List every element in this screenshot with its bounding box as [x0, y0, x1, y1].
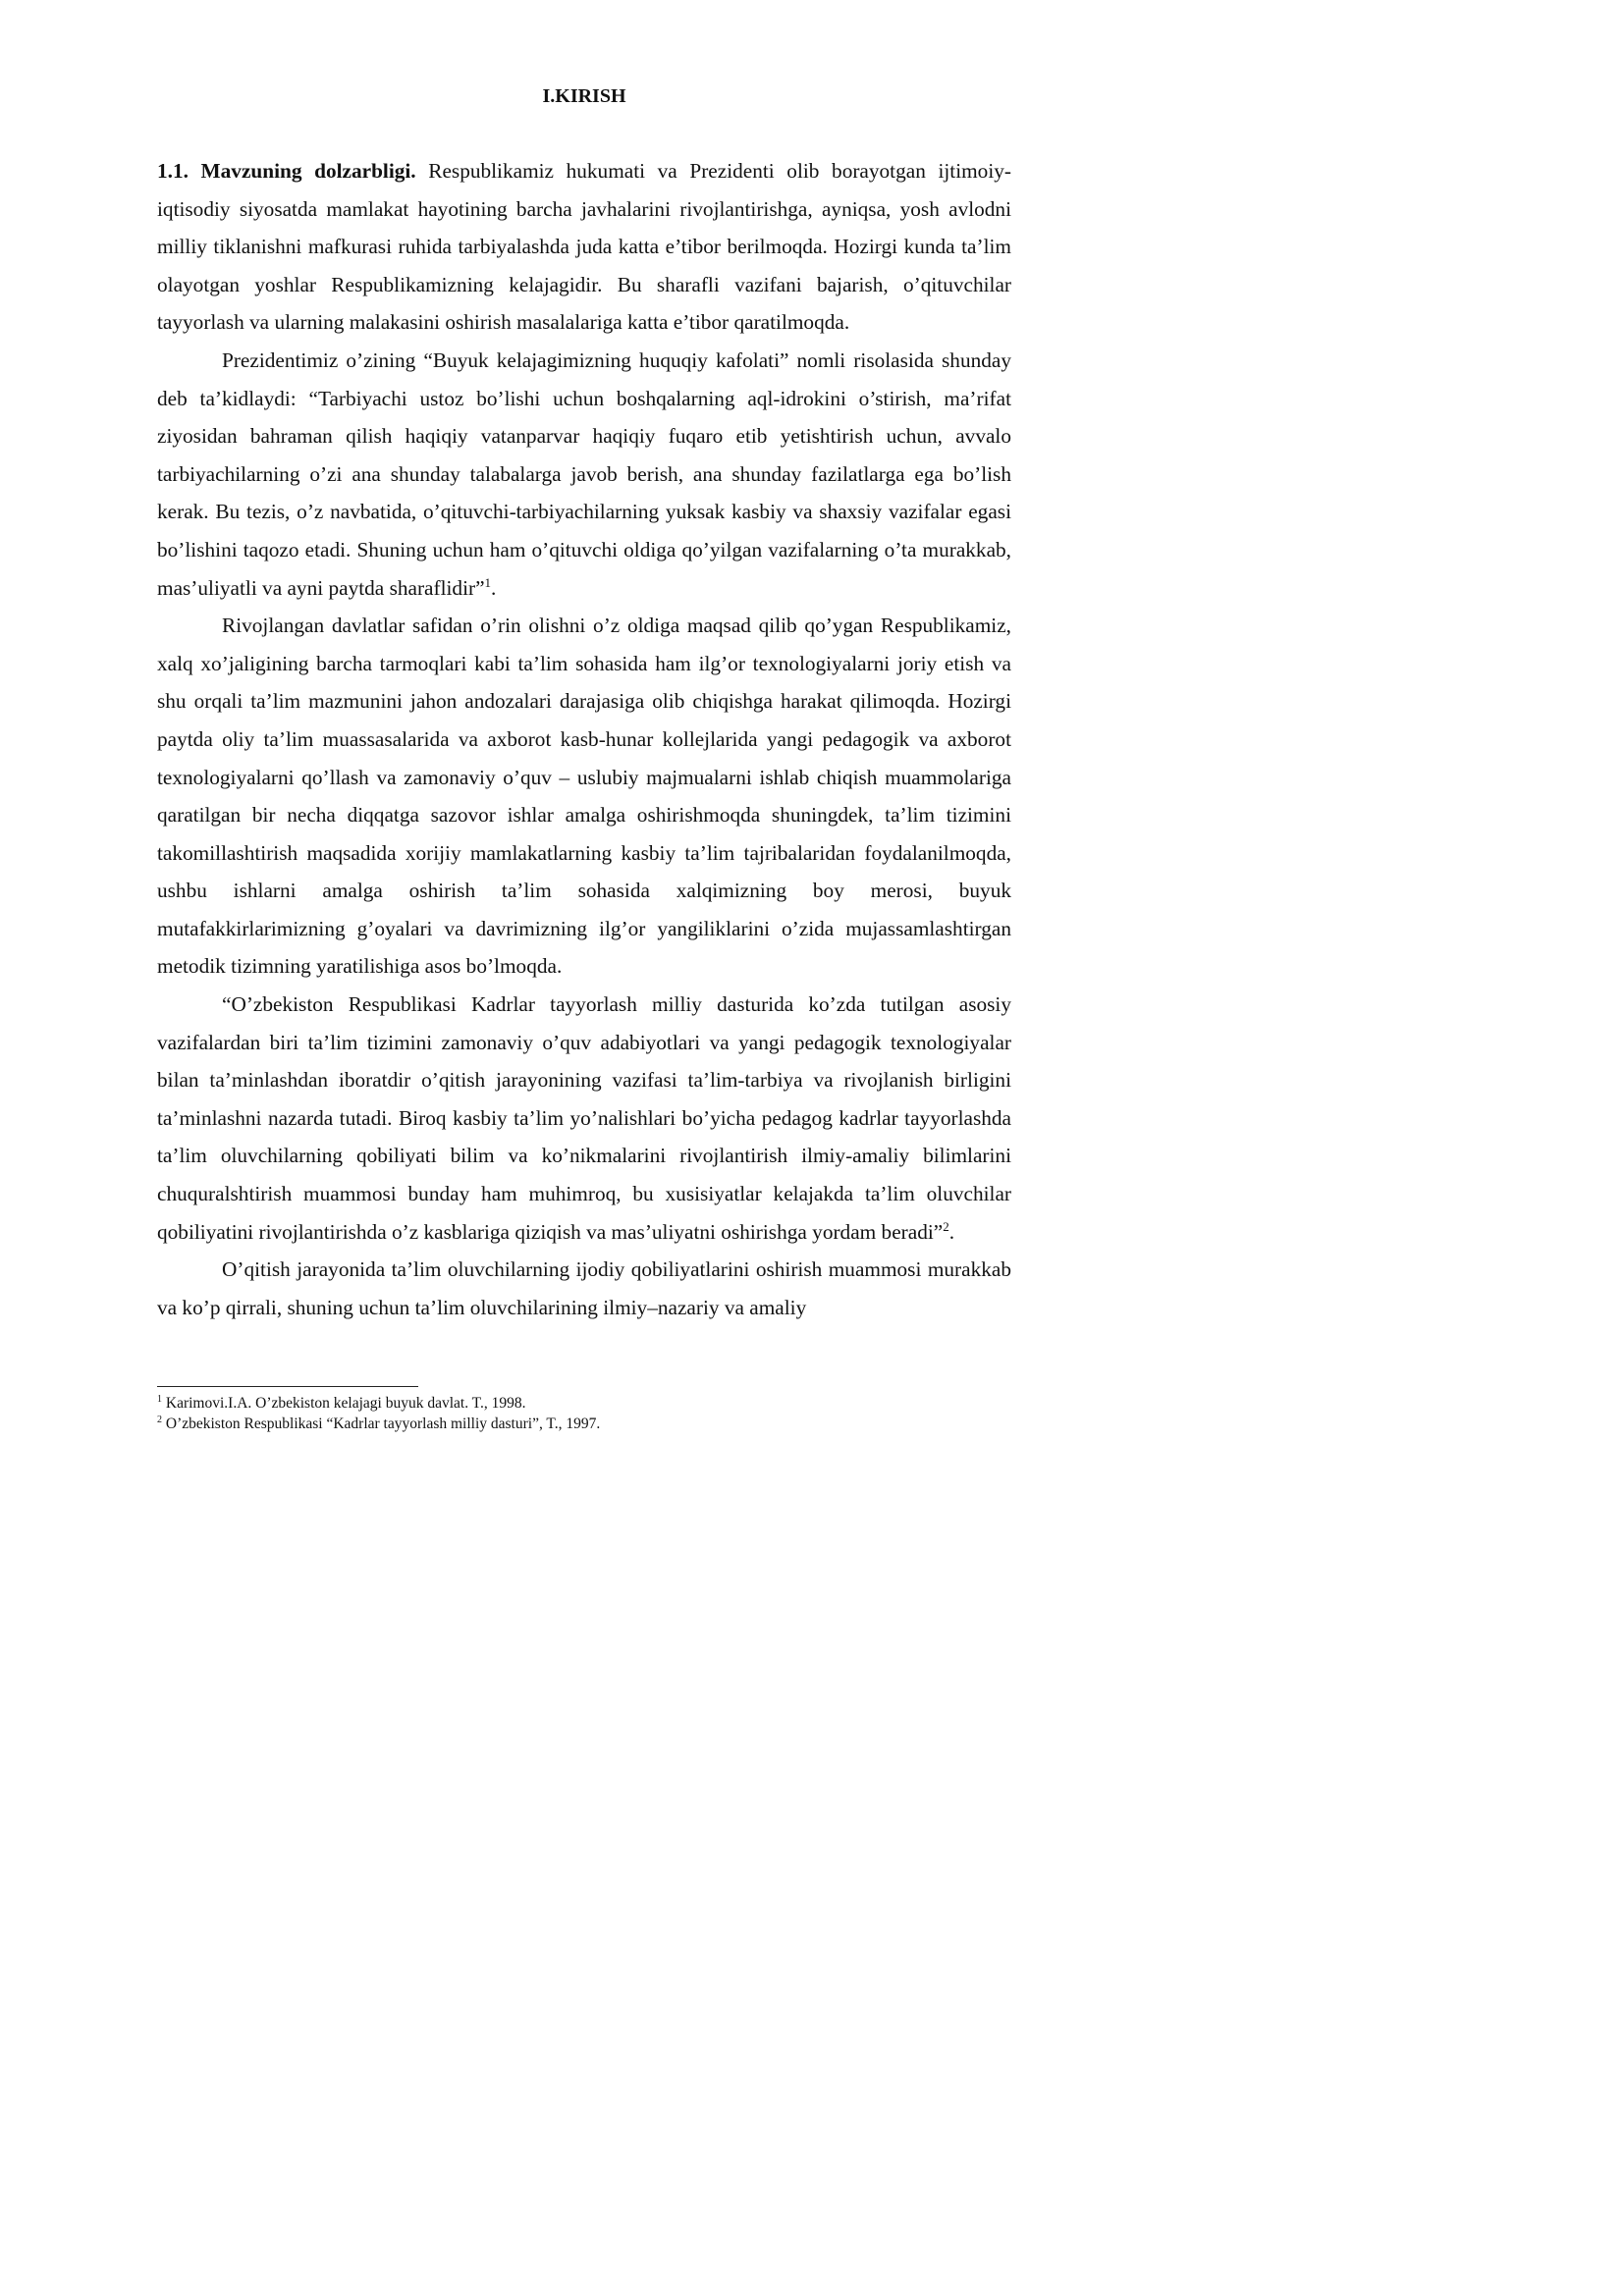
footnote-2-text: O’zbekiston Respublikasi “Kadrlar tayyorlash milliy dasturi”, T., 1997.: [162, 1415, 601, 1432]
paragraph-3: [157, 607, 1011, 986]
footnotes: [157, 1393, 1011, 1434]
body-text: [157, 152, 1011, 1326]
footnote-1-text: Karimovi.I.A. O’zbekiston kelajagi buyuk davlat. T., 1998.: [162, 1395, 526, 1412]
footnote-1: [157, 1393, 1011, 1414]
paragraph-4-tail: .: [948, 1219, 955, 1244]
footnote-separator: [157, 1386, 418, 1387]
paragraph-1-text: Respublikamiz hukumati va Prezidenti olib borayotgan ijtimoiy-iqtisodiy siyosatda mamlakat hayotining barcha javhalarini rivojlantirishga, ayniqsa, yosh avlodni milliy tiklanishni mafkurasi ruhida tarbiyalashda juda katta e’tibor berilmoqda. Hozirgi kunda ta’lim olayotgan yoshlar Respublikamizning kelajagidir. Bu sharafli vazifani bajarish, o’qituvchilar tayyorlash va ularning malakasini oshirish masalalariga katta e’tibor qaratilmoqda.: [157, 159, 1011, 335]
footnote-1-mark: 1: [157, 1394, 162, 1405]
chapter-title: I.KIRISH: [542, 85, 626, 107]
paragraph-4: [157, 986, 1011, 1251]
paragraph-5: [157, 1251, 1011, 1326]
paragraph-2-text: Prezidentimiz o’zining “Buyuk kelajagimizning huquqiy kafolati” nomli risolasida shunday deb ta’kidlaydi: “Tarbiyachi ustoz bo’lishi uchun boshqalarning aql-idrokini o’stirish, ma’rifat ziyosidan bahraman qilish haqiqiy vatanparvar haqiqiy fuqaro etib yetishtirish uchun, avvalo tarbiyachilarning o’zi ana shunday talabalarga javob berish, ana shunday fazilatlarga ega bo’lish kerak. Bu tezis, o’z navbatida, o’qituvchi-tarbiyachilarning yuksak kasbiy va shaxsiy vazifalar egasi bo’lishini taqozo etadi. Shuning uchun ham o’qituvchi oldiga qo’yilgan vazifalarning o’ta murakkab, mas’uliyatli va ayni paytda sharaflidir”: [157, 347, 1011, 600]
paragraph-4-text: “O’zbekiston Respublikasi Kadrlar tayyorlash milliy dasturida ko’zda tutilgan asosiy vazifalardan biri ta’lim tizimini zamonaviy o’quv adabiyotlari va yangi pedagogik texnologiyalar bilan ta’minlashdan iboratdir o’qitish jarayonining vazifasi ta’lim-tarbiya va rivojlanish birligini ta’minlashni nazarda tutadi. Biroq kasbiy ta’lim yo’nalishlari bo’yicha pedagog kadrlar tayyorlashda ta’lim oluvchilarning qobiliyati bilim va ko’nikmalarini rivojlantirish ilmiy-amaliy bilimlarini chuquralshtirish muammosi bunday ham muhimroq, bu xusisiyatlar kelajakda ta’lim oluvchilar qobiliyatini rivojlantirishda o’z kasblariga qiziqish va mas’uliyatni oshirishga yordam beradi”: [157, 992, 1011, 1244]
section-heading: 1.1. Mavzuning dolzarbligi.: [157, 159, 416, 183]
paragraph-2: [157, 342, 1011, 607]
footnote-2-mark: 2: [157, 1415, 162, 1425]
footnote-2: [157, 1414, 1011, 1434]
paragraph-1: [157, 152, 1011, 342]
paragraph-5-text: O’qitish jarayonida ta’lim oluvchilarning ijodiy qobiliyatlarini oshirish muammosi murakkab va ko’p qirrali, shuning uchun ta’lim oluvchilarining ilmiy–nazariy va amaliy: [157, 1257, 1011, 1319]
footnote-ref-1[interactable]: 1: [484, 574, 492, 590]
paragraph-3-text: Rivojlangan davlatlar safidan o’rin olishni o’z oldiga maqsad qilib qo’ygan Respublikamiz, xalq xo’jaligining barcha tarmoqlari kabi ta’lim sohasida ham ilg’or texnologiyalarni joriy etish va shu orqali ta’lim mazmunini jahon andozalari darajasiga olib chiqishga harakat qilimoqda. Hozirgi paytda oliy ta’lim muassasalarida va axborot kasb-hunar kollejlarida yangi pedagogik va axborot texnologiyalarni qo’llash va zamonaviy o’quv – uslubiy majmualarni ishlab chiqish muammolariga qaratilgan bir necha diqqatga sazovor ishlar amalga oshirishmoqda shuningdek, ta’lim tizimini takomillashtirish maqsadida xorijiy mamlakatlarning kasbiy ta’lim tajribalaridan foydalanilmoqda, ushbu ishlarni amalga oshirish ta’lim sohasida xalqimizning boy merosi, buyuk mutafakkirlarimizning g’oyalari va davrimizning ilg’or yangiliklarini o’zida mujassamlashtirgan metodik tizimning yaratilishiga asos bo’lmoqda.: [157, 614, 1011, 979]
footnote-ref-2[interactable]: 2: [943, 1218, 949, 1234]
paragraph-2-tail: .: [491, 575, 497, 600]
